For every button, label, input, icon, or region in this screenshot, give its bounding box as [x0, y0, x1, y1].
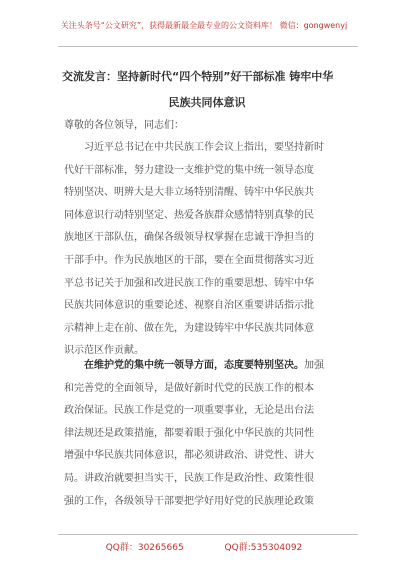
paragraph-line: 示精神上走在前、做在先，为建设铸牢中华民族共同体意: [64, 322, 314, 334]
salutation: 尊敬的各位领导，同志们：: [64, 120, 184, 131]
paragraph-line: 政治保证。民族工作是党的一项重要事业，无论是出台法: [64, 405, 314, 417]
footer: [0, 540, 408, 553]
paragraph-line: 平总书记关于加强和改进民族工作的重要思想、铸牢中华: [64, 277, 314, 289]
paragraph-line: 增强中华民族共同体意识，都必须讲政治、讲党性、讲大: [64, 450, 314, 462]
paragraph-line: 族地区干部队伍，确保各级领导权掌握在忠诚干净担当的: [64, 232, 314, 244]
paragraph-line: 律法规还是政策措施，都要着眼于强化中华民族的共同性: [64, 427, 314, 439]
paragraph-1: [64, 137, 356, 363]
header-note: 关注头条号“公文研究”，获得最新最全最专业的公文资料库！ 微信：gongwenyj: [60, 21, 348, 30]
paragraph-line: 民族共同体意识的重要论述、视察自治区重要讲话指示批: [64, 300, 314, 312]
paragraph-line: 同体意识行动特别坚定、热爱各族群众感情特别真挚的民: [64, 209, 314, 221]
paragraph-line: 强的工作，各级领导干部要把学好用好党的民族理论政策: [64, 495, 314, 507]
paragraph-2: [64, 355, 356, 513]
paragraph-line: 代好干部标准，努力建设一支维护党的集中统一领导态度: [64, 164, 314, 176]
paragraph-line: 识示范区作贡献。: [64, 345, 144, 357]
document-title: [62, 64, 352, 116]
paragraph-line: [64, 355, 356, 378]
paragraph-line: 干部手中。作为民族地区的干部，要在全面贯彻落实习近: [64, 254, 314, 266]
footer-qq-group-2: QQ群:535304092: [224, 543, 303, 553]
paragraph-line: 和完善党的全面领导，是做好新时代党的民族工作的根本: [64, 382, 314, 394]
paragraph-line: 局。讲政治就要担当实干，民族工作是政治性、政策性很: [64, 472, 314, 484]
paragraph-lead: 在维护党的集中统一领导方面，态度要特别坚决。: [84, 360, 304, 371]
title-line-1: 交流发言：坚持新时代“四个特别”好干部标准 铸牢中华: [62, 70, 334, 83]
title-line-2: 民族共同体意识: [168, 96, 246, 109]
footer-divider: [58, 534, 358, 535]
paragraph-line: 特别坚决、明辨大是大非立场特别清醒、铸牢中华民族共: [64, 187, 314, 199]
paragraph-lead-rest: 加强: [304, 360, 324, 371]
paragraph-line: 习近平总书记在中共民族工作会议上指出，要坚持新时: [84, 142, 324, 153]
footer-qq-group-1: QQ群：30265665: [105, 543, 184, 553]
header-divider: [58, 46, 358, 47]
